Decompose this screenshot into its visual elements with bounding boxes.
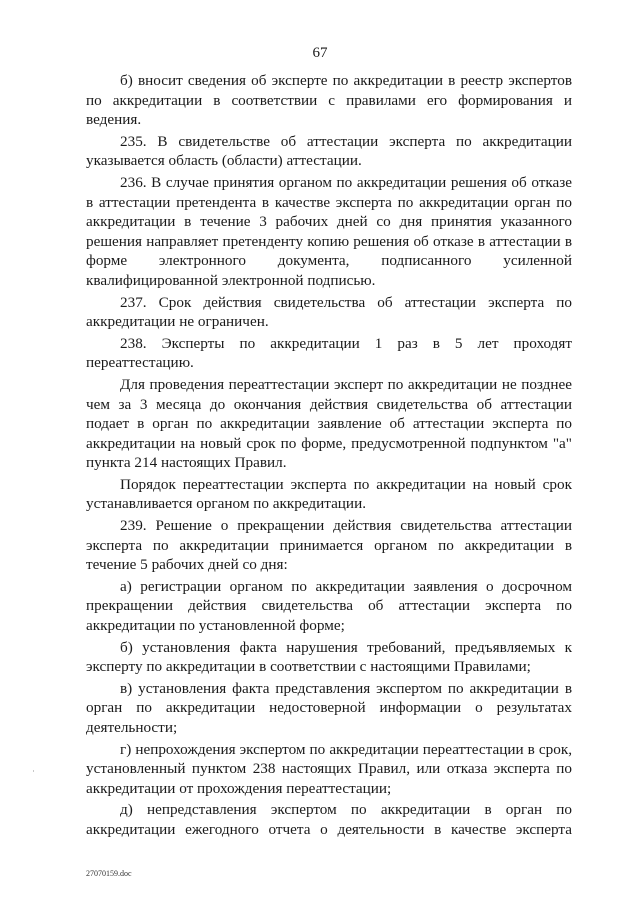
paragraph-239-d: д) непредставления экспертом по аккредитации в орган по аккредитации ежегодного отчета о деятельности в качестве эксперта [86,801,572,838]
paragraph-239: 239. Решение о прекращении действия свидетельства аттестации эксперта по аккредитации принимается органом по аккредитации в течение 5 рабочих дней со дня: [86,517,572,574]
paragraph-239-b: б) установления факта нарушения требований, предъявляемых к эксперту по аккредитации в соответствии с настоящими Правилами; [86,638,572,676]
document-body [86,71,572,842]
paragraph-238-order: Порядок переаттестации эксперта по аккредитации на новый срок устанавливается органом по аккредитации. [86,475,572,513]
paragraph-239-g: г) непрохождения экспертом по аккредитации переаттестации в срок, установленный пунктом 238 настоящих Правил, или отказа эксперта по аккредитации от прохождения переаттестации; [86,740,572,797]
paragraph-236: 236. В случае принятия органом по аккредитации решения об отказе в аттестации претендента в качестве эксперта по аккредитации орган по аккредитации в течение 3 рабочих дней со дня принятия указанного решения направляет претенденту копию решения об отказе в аттестации в форме электронного документа, подписанного усиленной квалифицированной электронной подписью. [86,173,572,289]
paragraph-234b: б) вносит сведения об эксперте по аккредитации в реестр экспертов по аккредитации в соответствии с правилами его формирования и ведения. [86,72,572,129]
paragraph-239-v: в) установления факта представления экспертом по аккредитации в орган по аккредитации недостоверной информации о результатах деятельности; [86,679,572,736]
scan-mark [33,770,34,772]
footer-filename: 27070159.doc [86,869,132,878]
paragraph-235: 235. В свидетельстве об аттестации эксперта по аккредитации указывается область (области) аттестации. [86,132,572,170]
paragraph-237: 237. Срок действия свидетельства об аттестации эксперта по аккредитации не ограничен. [86,293,572,331]
paragraph-239-a: а) регистрации органом по аккредитации заявления о досрочном прекращении действия свидетельства об аттестации эксперта по аккредитации по установленной форме; [86,577,572,635]
page-number: 67 [312,45,328,61]
paragraph-238: 238. Эксперты по аккредитации 1 раз в 5 лет проходят переаттестацию. [86,334,572,372]
paragraph-238-procedure: Для проведения переаттестации эксперт по аккредитации не позднее чем за 3 месяца до окончания действия свидетельства об аттестации подает в орган по аккредитации заявление об аттестации эксперта по аккредитации на новый срок по форме, предусмотренной подпунктом "а" пункта 214 настоящих Правил. [86,375,572,472]
